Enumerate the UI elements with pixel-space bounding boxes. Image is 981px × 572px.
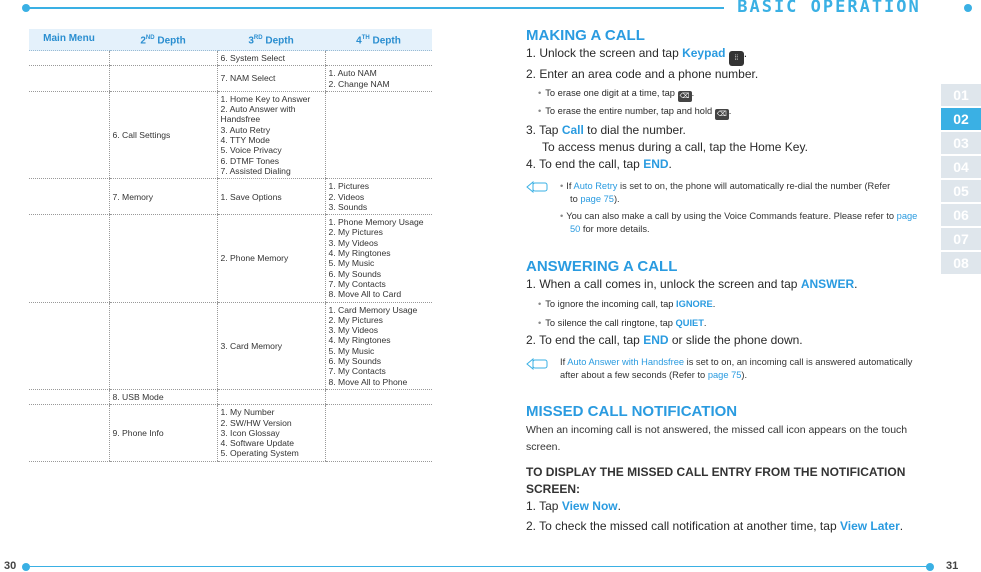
menu-item-label: 6. System Select	[220, 53, 285, 63]
table-row	[29, 405, 432, 461]
menu-item-label: 1. Home Key to Answer	[220, 93, 311, 104]
main-menu-cell	[29, 91, 109, 178]
page-number-right: 31	[946, 560, 959, 572]
section-heading: MAKING A CALL	[526, 27, 645, 44]
menu-item-label: 6. DTMF Tones	[220, 155, 280, 166]
note-icon	[526, 181, 550, 193]
header-4th-depth: 4TH Depth	[325, 29, 432, 51]
menu-item-label: 3. Icon Glossay	[220, 427, 280, 438]
depth4-cell	[325, 179, 432, 215]
menu-item-label: 2. Videos	[328, 191, 365, 202]
header-2nd-depth: 2ND Depth	[109, 29, 217, 51]
step-4: 4. To end the call, tap END.	[526, 157, 672, 171]
main-menu-cell	[29, 389, 109, 404]
menu-item-label: 2. Phone Memory	[220, 253, 289, 264]
depth3-cell	[217, 91, 325, 178]
menu-item-label: 7. My Contacts	[328, 366, 386, 377]
depth3-cell	[217, 405, 325, 461]
menu-item-label: 2. SW/HW Version	[220, 417, 292, 428]
depth2-cell	[109, 179, 217, 215]
rule-dot	[22, 563, 30, 571]
main-menu-cell	[29, 179, 109, 215]
step-3: 3. Tap Call to dial the number.	[526, 123, 686, 137]
menu-item-label: 9. Phone Info	[112, 427, 164, 438]
subheading: SCREEN:	[526, 482, 581, 496]
menu-item-label: 5. Voice Privacy	[220, 145, 282, 156]
table-row	[29, 389, 432, 404]
depth3-cell	[217, 389, 325, 404]
main-menu-cell	[29, 405, 109, 461]
menu-item-label: 8. Move All to Phone	[328, 376, 408, 387]
step-3-detail: To access menus during a call, tap the Home Key.	[542, 140, 808, 154]
menu-item-label: 1. Pictures	[328, 181, 370, 192]
depth3-cell	[217, 51, 325, 66]
step-1: 1. When a call comes in, unlock the screen and tap ANSWER.	[526, 277, 858, 291]
page-link[interactable]: page 75	[707, 370, 742, 380]
menu-item-label: 2. Change NAM	[328, 78, 390, 89]
menu-item-label: 5. My Music	[328, 258, 375, 269]
step-2: 2. To check the missed call notification at another time, tap View Later.	[526, 519, 904, 533]
keypad-label: Keypad	[682, 46, 726, 60]
menu-item-label: 2. My Pictures	[328, 314, 383, 325]
menu-item-label: 7. My Contacts	[328, 278, 386, 289]
keypad-icon: ⁞⁞	[729, 51, 744, 66]
note-icon	[526, 358, 550, 370]
menu-item-label: 2. Auto Answer with Handsfree	[220, 104, 296, 125]
depth4-cell	[325, 302, 432, 389]
depth3-cell	[217, 302, 325, 389]
missed-call-section	[526, 403, 737, 421]
menu-table	[29, 29, 432, 462]
step-2: 2. Enter an area code and a phone number.	[526, 67, 759, 81]
chapter-tab[interactable]: 06	[941, 204, 981, 226]
header-main-menu: Main Menu	[29, 29, 109, 51]
menu-item-label: 6. My Sounds	[328, 356, 382, 367]
chapter-tab[interactable]: 07	[941, 228, 981, 250]
depth3-cell	[217, 215, 325, 302]
sub-bullet: • To ignore the incoming call, tap IGNORE.	[538, 299, 716, 309]
depth2-cell	[109, 66, 217, 92]
menu-item-label: 1. My Number	[220, 407, 275, 418]
step-1: 1. Unlock the screen and tap Keypad ⁞⁞ .	[526, 46, 747, 66]
backspace-icon: ⌫	[715, 109, 729, 120]
menu-item-label: 8. Move All to Card	[328, 289, 402, 300]
note-text: • You can also make a call by using the Voice Commands feature. Please refer to page	[560, 211, 918, 221]
menu-item-label: 3. Card Memory	[220, 340, 283, 351]
menu-item-label: 1. Auto NAM	[328, 68, 377, 79]
main-menu-cell	[29, 66, 109, 92]
rule-dot	[964, 4, 972, 12]
menu-item-label: 6. My Sounds	[328, 268, 382, 279]
menu-item-label: 7. Assisted Dialing	[220, 165, 291, 176]
note-text: 50 for more details.	[570, 224, 650, 234]
step-1: 1. Tap View Now.	[526, 499, 621, 513]
note-text: If Auto Answer with Handsfree is set to on, an incoming call is answered automatically	[560, 357, 913, 367]
chapter-tabs	[941, 84, 981, 276]
paragraph: screen.	[526, 441, 561, 453]
bottom-rule	[26, 566, 930, 567]
menu-item-label: 4. My Ringtones	[328, 248, 391, 259]
paragraph: When an incoming call is not answered, the missed call icon appears on the touch	[526, 424, 908, 436]
making-call-section	[526, 27, 645, 45]
chapter-tab[interactable]: 02	[941, 108, 981, 130]
table-row	[29, 91, 432, 178]
depth2-cell	[109, 91, 217, 178]
table-header-row	[29, 29, 432, 51]
main-menu-cell	[29, 51, 109, 66]
depth3-cell	[217, 66, 325, 92]
depth2-cell	[109, 302, 217, 389]
section-title: BASIC OPERATION	[724, 0, 934, 17]
chapter-tab[interactable]: 04	[941, 156, 981, 178]
page-link[interactable]: 50	[570, 224, 581, 234]
depth4-cell	[325, 405, 432, 461]
menu-item-label: 1. Save Options	[220, 191, 282, 202]
page-number-left: 30	[4, 560, 17, 572]
section-heading: ANSWERING A CALL	[526, 258, 678, 275]
note-text: after about a few seconds (Refer to page 75).	[560, 370, 748, 380]
menu-item-label: 2. My Pictures	[328, 227, 383, 238]
depth4-cell	[325, 91, 432, 178]
menu-item-label: 6. Call Settings	[112, 129, 171, 140]
menu-item-label: 1. Phone Memory Usage	[328, 217, 424, 228]
depth4-cell	[325, 389, 432, 404]
page-link[interactable]: page 75	[580, 194, 614, 204]
sub-bullet: • To erase one digit at a time, tap ⌫ .	[538, 88, 695, 100]
rule-dot	[22, 4, 30, 12]
depth4-cell	[325, 51, 432, 66]
depth2-cell	[109, 405, 217, 461]
note-text: • If Auto Retry is set to on, the phone will automatically re-dial the number (Refer	[560, 181, 891, 191]
chapter-tab[interactable]: 08	[941, 252, 981, 274]
table-row	[29, 51, 432, 66]
rule-dot	[926, 563, 934, 571]
header-3rd-depth: 3RD Depth	[217, 29, 325, 51]
chapter-tab[interactable]: 01	[941, 84, 981, 106]
section-heading: MISSED CALL NOTIFICATION	[526, 403, 738, 420]
menu-item-label: 5. Operating System	[220, 448, 299, 459]
sub-bullet: • To silence the call ringtone, tap QUIET.	[538, 318, 707, 328]
page-link[interactable]: page	[896, 211, 918, 221]
menu-item-label: 3. My Videos	[328, 325, 379, 336]
depth3-cell	[217, 179, 325, 215]
menu-item-label: 3. Auto Retry	[220, 124, 271, 135]
backspace-icon: ⌫	[678, 91, 692, 102]
menu-item-label: 4. TTY Mode	[220, 135, 270, 146]
menu-item-label: 8. USB Mode	[112, 391, 164, 402]
main-menu-cell	[29, 302, 109, 389]
sub-bullet: • To erase the entire number, tap and hold ⌫ .	[538, 106, 732, 118]
menu-item-label: 4. Software Update	[220, 438, 295, 449]
table-row	[29, 66, 432, 92]
table-row	[29, 215, 432, 302]
depth2-cell	[109, 51, 217, 66]
depth2-cell	[109, 215, 217, 302]
menu-item-label: 1. Card Memory Usage	[328, 304, 418, 315]
step-2: 2. To end the call, tap END or slide the phone down.	[526, 333, 803, 347]
table-row	[29, 179, 432, 215]
depth4-cell	[325, 215, 432, 302]
menu-item-label: 3. Sounds	[328, 201, 368, 212]
table-row	[29, 302, 432, 389]
menu-item-label: 7. Memory	[112, 191, 154, 202]
depth4-cell	[325, 66, 432, 92]
chapter-tab[interactable]: 05	[941, 180, 981, 202]
menu-item-label: 3. My Videos	[328, 237, 379, 248]
subheading: TO DISPLAY THE MISSED CALL ENTRY FROM THE NOTIFICATION	[526, 465, 906, 479]
depth2-cell	[109, 389, 217, 404]
answering-call-section	[526, 258, 677, 276]
menu-item-label: 5. My Music	[328, 345, 375, 356]
chapter-tab[interactable]: 03	[941, 132, 981, 154]
main-menu-cell	[29, 215, 109, 302]
menu-item-label: 7. NAM Select	[220, 73, 276, 84]
note-text: to page 75).	[570, 194, 620, 204]
menu-item-label: 4. My Ringtones	[328, 335, 391, 346]
